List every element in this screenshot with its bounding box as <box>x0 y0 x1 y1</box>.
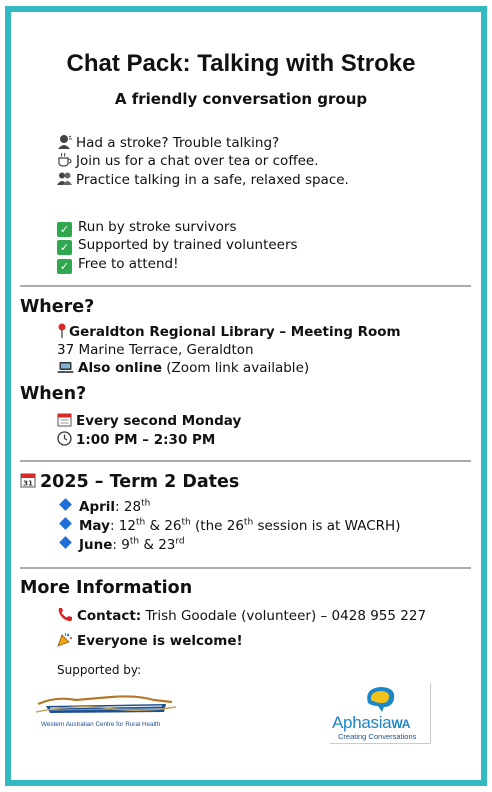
aphasia-wa-suffix: WA <box>391 717 411 731</box>
contact-line <box>57 607 426 624</box>
supported-by-label: Supported by: <box>57 663 142 677</box>
address-text: 37 Marine Terrace, Geraldton <box>57 342 254 358</box>
intro-text-1: Had a stroke? Trouble talking? <box>76 135 280 151</box>
round-pushpin-icon <box>57 323 67 338</box>
welcome-text: Everyone is welcome! <box>77 633 243 649</box>
people-icon <box>57 171 72 186</box>
page-subtitle: A friendly conversation group <box>114 90 368 108</box>
divider <box>20 460 471 462</box>
ordinal: th <box>243 517 254 528</box>
intro-text-3: Practice talking in a safe, relaxed space. <box>76 172 349 188</box>
check-mark-icon: ✓ <box>57 259 72 274</box>
feature-text-3: Free to attend! <box>78 256 179 272</box>
wacrh-logo-mark <box>36 692 176 718</box>
aphasia-word: Aphasia <box>332 713 392 732</box>
april-label: April <box>79 499 116 515</box>
calendar-icon <box>57 412 72 427</box>
party-popper-icon <box>57 632 73 647</box>
aphasia-tagline: Creating Conversations <box>338 732 417 741</box>
ordinal: th <box>181 517 191 528</box>
ordinal: th <box>129 536 140 547</box>
contact-details: Trish Goodale (volunteer) – 0428 955 227 <box>141 608 427 624</box>
ordinal: rd <box>175 536 185 547</box>
contact-label: Contact: <box>77 608 142 624</box>
divider <box>20 567 471 569</box>
check-mark-icon: ✓ <box>57 222 72 237</box>
aphasia-wordmark <box>332 713 410 733</box>
online-rest: (Zoom link available) <box>162 360 310 376</box>
time-line <box>57 431 215 448</box>
telephone-receiver-icon <box>57 607 73 622</box>
may-date-2: & 26 <box>145 518 182 534</box>
may-note-2: session is at WACRH) <box>253 518 401 534</box>
venue-line <box>57 323 401 340</box>
wacrh-logo <box>36 692 176 734</box>
intro-line-3 <box>57 171 349 188</box>
schedule-text: Every second Monday <box>76 413 242 429</box>
feature-line-2 <box>57 237 298 255</box>
divider <box>20 285 471 287</box>
schedule-line <box>57 412 241 429</box>
aphasia-wa-logo <box>330 683 431 744</box>
wacrh-logo-text: Western Australian Centre for Rural Health <box>41 721 161 728</box>
april-date: : 28 <box>115 499 142 515</box>
when-heading: When? <box>20 384 87 404</box>
svg-text:31: 31 <box>23 479 33 488</box>
venue-text: Geraldton Regional Library – Meeting Room <box>69 324 401 340</box>
may-line <box>57 518 400 534</box>
may-note-1: (the 26 <box>190 518 244 534</box>
welcome-line <box>57 632 243 649</box>
laptop-icon <box>57 361 74 374</box>
feature-text-1: Run by stroke survivors <box>78 219 237 235</box>
feature-line-1 <box>57 219 237 237</box>
june-date-1: : 9 <box>112 537 130 553</box>
june-line <box>57 537 185 553</box>
june-label: June <box>79 537 113 553</box>
may-label: May <box>79 518 110 534</box>
ordinal: th <box>135 517 146 528</box>
where-heading: Where? <box>20 297 95 317</box>
time-text: 1:00 PM – 2:30 PM <box>76 432 216 448</box>
blue-diamond-icon <box>59 517 72 530</box>
online-line <box>57 360 309 376</box>
april-line <box>57 499 150 515</box>
intro-line-2 <box>57 152 319 169</box>
june-date-2: & 23 <box>139 537 176 553</box>
dates-heading-line <box>20 472 239 492</box>
ordinal: th <box>141 498 151 509</box>
hot-beverage-icon <box>57 152 72 167</box>
clock-icon <box>57 431 72 446</box>
calendar-icon <box>20 472 36 488</box>
check-mark-icon: ✓ <box>57 240 72 255</box>
speaking-head-icon <box>57 134 72 149</box>
intro-text-2: Join us for a chat over tea or coffee. <box>76 153 319 169</box>
feature-text-2: Supported by trained volunteers <box>78 237 298 253</box>
intro-line-1 <box>57 134 279 151</box>
may-date-1: : 12 <box>109 518 136 534</box>
page-title: Chat Pack: Talking with Stroke <box>66 50 416 77</box>
online-bold: Also online <box>78 360 162 376</box>
blue-diamond-icon <box>59 536 72 549</box>
more-heading: More Information <box>20 578 193 598</box>
dates-heading: 2025 – Term 2 Dates <box>40 472 240 492</box>
blue-diamond-icon <box>59 498 72 511</box>
feature-line-3 <box>57 256 179 274</box>
